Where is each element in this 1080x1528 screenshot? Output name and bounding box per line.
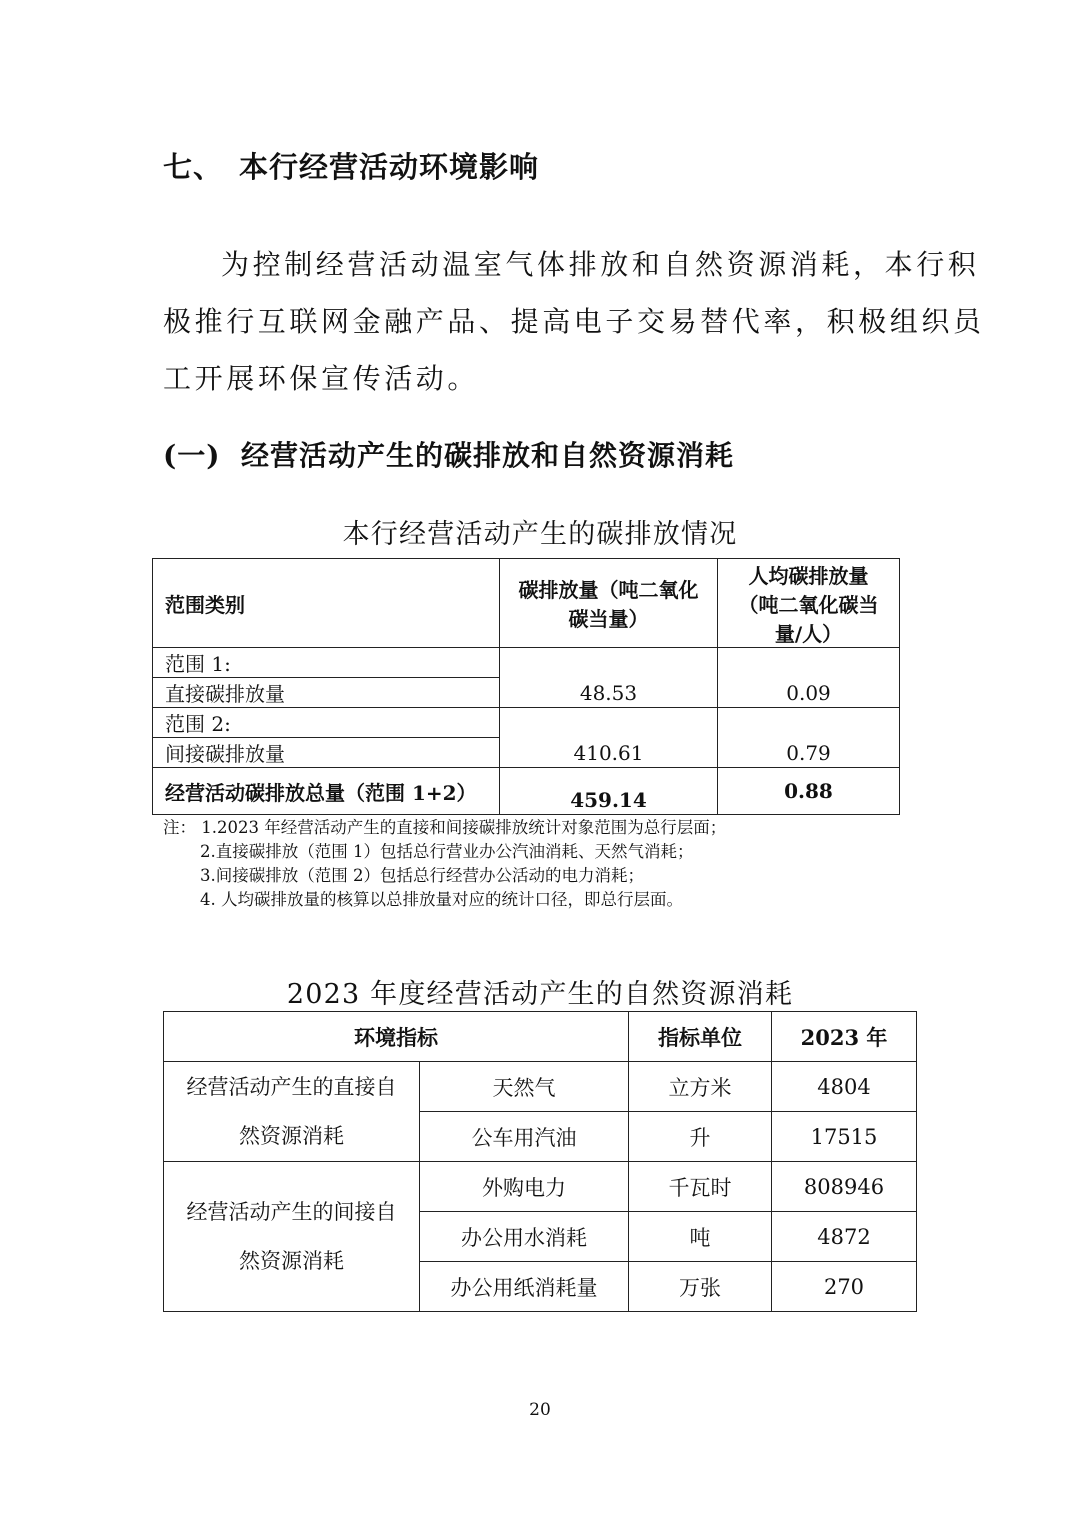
header-year: 2023 年 [772, 1012, 917, 1062]
group-indirect [164, 1162, 420, 1312]
item-unit: 千瓦时 [629, 1162, 772, 1212]
table-row [164, 1062, 917, 1112]
note-item: 4. 人均碳排放量的核算以总排放量对应的统计口径，即总行层面。 [200, 890, 683, 909]
section-heading [163, 145, 539, 186]
subsection-title: 经营活动产生的碳排放和自然资源消耗 [241, 439, 735, 472]
item-unit: 万张 [629, 1262, 772, 1312]
group-name-line: 然资源消耗 [239, 1248, 344, 1273]
table-row [153, 708, 900, 738]
header-category: 范围类别 [153, 559, 500, 648]
header-indicator: 环境指标 [164, 1012, 629, 1062]
table-row [164, 1162, 917, 1212]
resource-consumption-table [163, 1011, 917, 1312]
total-per-capita: 0.88 [718, 768, 900, 815]
header-emission [500, 559, 718, 648]
subsection-number: (一) [163, 439, 221, 472]
item-unit: 立方米 [629, 1062, 772, 1112]
note-item: 注： 1.2023 年经营活动产生的直接和间接碳排放统计对象范围为总行层面； [163, 818, 727, 837]
item-value: 17515 [772, 1112, 917, 1162]
note-item: 3.间接碳排放（范围 2）包括总行经营办公活动的电力消耗； [200, 866, 644, 885]
section-number: 七、 [163, 150, 224, 184]
intro-line: 极推行互联网金融产品、提高电子交易替代率，积极组织员 [163, 305, 985, 338]
table-header-row [164, 1012, 917, 1062]
item-value: 270 [772, 1262, 917, 1312]
per-capita-value: 0.79 [718, 708, 900, 768]
group-name-line: 然资源消耗 [239, 1123, 344, 1148]
total-emission: 459.14 [500, 768, 718, 815]
group-direct [164, 1062, 420, 1162]
item-unit: 升 [629, 1112, 772, 1162]
emission-value: 48.53 [500, 648, 718, 708]
header-unit: 指标单位 [629, 1012, 772, 1062]
intro-line: 为控制经营活动温室气体排放和自然资源消耗，本行积 [221, 248, 980, 281]
item-value: 4804 [772, 1062, 917, 1112]
total-label: 经营活动碳排放总量（范围 1+2） [153, 768, 500, 815]
table-header-row [153, 559, 900, 648]
note-item: 2.直接碳排放（范围 1）包括总行营业办公汽油消耗、天然气消耗； [200, 842, 694, 861]
intro-paragraph [163, 236, 985, 407]
scope-label: 范围 1: [153, 648, 500, 678]
page-number: 20 [529, 1400, 551, 1420]
header-line: 碳当量） [568, 607, 649, 631]
header-line: 人均碳排放量 [748, 563, 869, 588]
carbon-emission-table [152, 558, 900, 815]
item-name: 公车用汽油 [420, 1112, 629, 1162]
group-name-line: 经营活动产生的直接自 [186, 1074, 397, 1099]
resource-table-caption: 2023 年度经营活动产生的自然资源消耗 [286, 979, 794, 1010]
item-name: 办公用水消耗 [420, 1212, 629, 1262]
header-per-capita [718, 559, 900, 648]
emission-value: 410.61 [500, 708, 718, 768]
scope-label: 范围 2: [153, 708, 500, 738]
header-line: 碳排放量（吨二氧化 [518, 578, 699, 602]
item-value: 808946 [772, 1162, 917, 1212]
table-notes [163, 816, 726, 912]
item-name: 办公用纸消耗量 [420, 1262, 629, 1312]
item-name: 外购电力 [420, 1162, 629, 1212]
intro-line: 工开展环保宣传活动。 [163, 362, 480, 395]
section-title: 本行经营活动环境影响 [239, 150, 540, 184]
item-name: 天然气 [420, 1062, 629, 1112]
carbon-table-caption: 本行经营活动产生的碳排放情况 [342, 519, 738, 550]
header-line: （吨二氧化碳当 [738, 592, 879, 617]
table-row [153, 648, 900, 678]
item-value: 4872 [772, 1212, 917, 1262]
scope-name: 间接碳排放量 [153, 738, 500, 768]
group-name-line: 经营活动产生的间接自 [186, 1199, 397, 1224]
scope-name: 直接碳排放量 [153, 678, 500, 708]
header-line: 量/人） [774, 621, 843, 646]
total-row [153, 768, 900, 815]
subsection-heading [163, 434, 734, 474]
item-unit: 吨 [629, 1212, 772, 1262]
per-capita-value: 0.09 [718, 648, 900, 708]
